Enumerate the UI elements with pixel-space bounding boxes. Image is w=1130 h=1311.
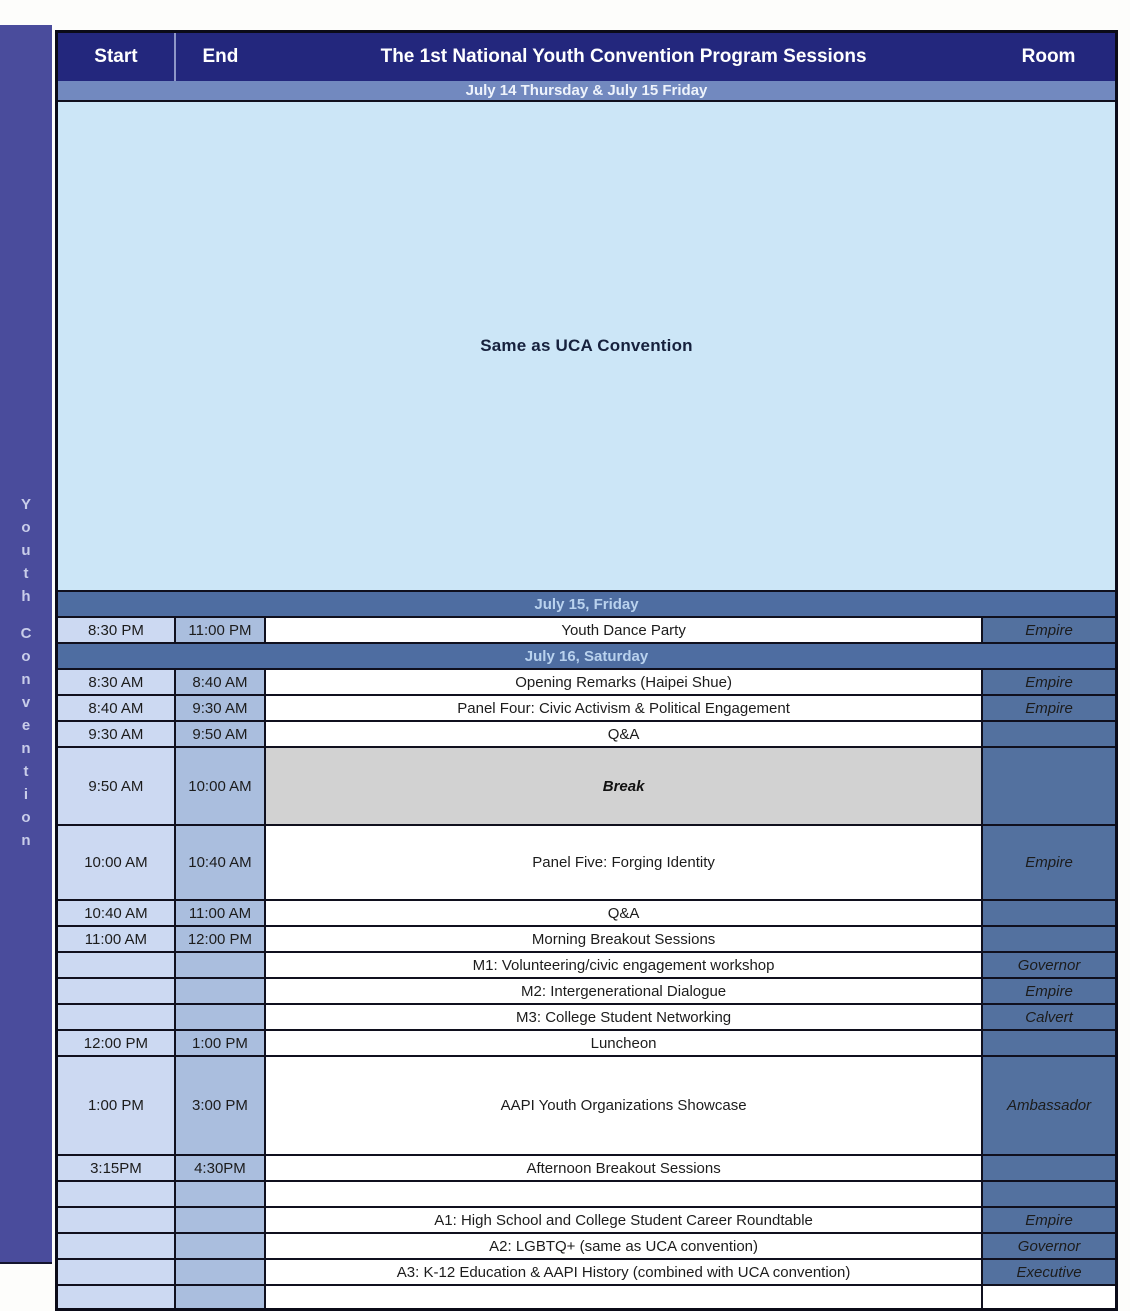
date-band xyxy=(57,643,1117,669)
end-time-cell xyxy=(175,1004,265,1030)
room-cell: Governor xyxy=(982,952,1116,978)
end-time-cell: 12:00 PM xyxy=(175,926,265,952)
room-cell: Empire xyxy=(982,978,1116,1004)
session-title-cell xyxy=(265,1181,982,1207)
vertical-banner-letter: i xyxy=(23,786,29,803)
start-time-cell xyxy=(57,1207,175,1233)
vertical-banner-letter: n xyxy=(21,671,31,688)
date-band-july14 xyxy=(57,81,1117,101)
session-row xyxy=(57,952,1117,978)
vertical-banner-letter: o xyxy=(21,519,31,536)
end-time-cell xyxy=(175,978,265,1004)
vertical-banner-letter: t xyxy=(23,565,29,582)
room-cell: Executive xyxy=(982,1259,1116,1285)
session-row xyxy=(57,747,1117,825)
room-cell: Ambassador xyxy=(982,1056,1116,1155)
session-title-cell: A1: High School and College Student Career Roundtable xyxy=(265,1207,982,1233)
session-row xyxy=(57,1181,1117,1207)
session-title-cell: Panel Five: Forging Identity xyxy=(265,825,982,900)
start-time-cell: 9:30 AM xyxy=(57,721,175,747)
vertical-banner-letter: n xyxy=(21,832,31,849)
start-time-cell: 11:00 AM xyxy=(57,926,175,952)
start-time-cell xyxy=(57,1181,175,1207)
session-title-cell: Break xyxy=(265,747,982,825)
end-time-cell xyxy=(175,1233,265,1259)
start-time-cell: 3:15PM xyxy=(57,1155,175,1181)
session-row xyxy=(57,617,1117,643)
end-time-cell: 10:00 AM xyxy=(175,747,265,825)
vertical-banner-letter: e xyxy=(21,717,31,734)
start-time-cell xyxy=(57,952,175,978)
start-time-cell: 1:00 PM xyxy=(57,1056,175,1155)
start-time-cell: 10:00 AM xyxy=(57,825,175,900)
session-row xyxy=(57,1233,1117,1259)
uca-note: Same as UCA Convention xyxy=(480,336,693,355)
session-row xyxy=(57,1155,1117,1181)
end-time-cell: 3:00 PM xyxy=(175,1056,265,1155)
session-row xyxy=(57,1259,1117,1285)
date-band-label: July 16, Saturday xyxy=(57,643,1117,669)
start-time-cell xyxy=(57,1259,175,1285)
room-cell xyxy=(982,1030,1116,1056)
session-title-cell: AAPI Youth Organizations Showcase xyxy=(265,1056,982,1155)
session-row xyxy=(57,695,1117,721)
session-title-cell: M3: College Student Networking xyxy=(265,1004,982,1030)
room-cell: Empire xyxy=(982,617,1116,643)
end-time-cell: 8:40 AM xyxy=(175,669,265,695)
session-row xyxy=(57,978,1117,1004)
room-cell xyxy=(982,926,1116,952)
vertical-banner-letter: t xyxy=(23,763,29,780)
session-title-cell: Afternoon Breakout Sessions xyxy=(265,1155,982,1181)
session-row xyxy=(57,1030,1117,1056)
start-time-cell: 8:30 PM xyxy=(57,617,175,643)
vertical-banner-letter: o xyxy=(21,809,31,826)
start-time-cell xyxy=(57,1285,175,1310)
session-title-cell: Youth Dance Party xyxy=(265,617,982,643)
vertical-banner-letter: Y xyxy=(20,496,31,513)
room-cell: Governor xyxy=(982,1233,1116,1259)
session-title-cell: M1: Volunteering/civic engagement workshop xyxy=(265,952,982,978)
session-row xyxy=(57,1207,1117,1233)
room-cell xyxy=(982,747,1116,825)
table-header-row xyxy=(57,32,1117,82)
room-cell xyxy=(982,1155,1116,1181)
room-cell xyxy=(982,900,1116,926)
vertical-banner-letter: n xyxy=(21,740,31,757)
end-time-cell: 1:00 PM xyxy=(175,1030,265,1056)
session-title-cell: Morning Breakout Sessions xyxy=(265,926,982,952)
session-title-cell: Q&A xyxy=(265,721,982,747)
session-title-cell xyxy=(265,1285,982,1310)
start-time-cell xyxy=(57,1233,175,1259)
column-header-end: End xyxy=(175,32,265,82)
end-time-cell: 10:40 AM xyxy=(175,825,265,900)
date-band xyxy=(57,591,1117,617)
room-cell: Empire xyxy=(982,669,1116,695)
vertical-banner-letter: h xyxy=(21,588,31,605)
session-row xyxy=(57,1056,1117,1155)
vertical-banner-letter: o xyxy=(21,648,31,665)
end-time-cell: 9:50 AM xyxy=(175,721,265,747)
session-title-cell: Opening Remarks (Haipei Shue) xyxy=(265,669,982,695)
program-table xyxy=(55,30,1118,1311)
session-title-cell: M2: Intergenerational Dialogue xyxy=(265,978,982,1004)
session-title-cell: A3: K-12 Education & AAPI History (combined with UCA convention) xyxy=(265,1259,982,1285)
column-header-start: Start xyxy=(57,32,175,82)
vertical-banner-letter: C xyxy=(20,625,32,642)
column-header-room: Room xyxy=(982,32,1116,82)
room-cell: Empire xyxy=(982,1207,1116,1233)
end-time-cell xyxy=(175,1285,265,1310)
session-title-cell: Luncheon xyxy=(265,1030,982,1056)
session-title-cell: Q&A xyxy=(265,900,982,926)
start-time-cell: 10:40 AM xyxy=(57,900,175,926)
uca-convention-block xyxy=(57,101,1117,591)
end-time-cell: 11:00 PM xyxy=(175,617,265,643)
end-time-cell xyxy=(175,1181,265,1207)
end-time-cell: 9:30 AM xyxy=(175,695,265,721)
vertical-banner-letter: u xyxy=(21,542,31,559)
session-row xyxy=(57,1285,1117,1310)
session-row xyxy=(57,926,1117,952)
start-time-cell: 8:30 AM xyxy=(57,669,175,695)
date-band-label: July 14 Thursday & July 15 Friday xyxy=(57,81,1117,101)
start-time-cell: 8:40 AM xyxy=(57,695,175,721)
session-row xyxy=(57,825,1117,900)
room-cell xyxy=(982,1285,1116,1310)
vertical-banner-label xyxy=(0,493,52,852)
vertical-banner xyxy=(0,25,52,1264)
table-title: The 1st National Youth Convention Program Sessions xyxy=(265,32,982,82)
date-band-label: July 15, Friday xyxy=(57,591,1117,617)
end-time-cell: 11:00 AM xyxy=(175,900,265,926)
session-row xyxy=(57,1004,1117,1030)
room-cell xyxy=(982,721,1116,747)
room-cell: Calvert xyxy=(982,1004,1116,1030)
start-time-cell: 9:50 AM xyxy=(57,747,175,825)
start-time-cell xyxy=(57,1004,175,1030)
end-time-cell: 4:30PM xyxy=(175,1155,265,1181)
end-time-cell xyxy=(175,952,265,978)
start-time-cell: 12:00 PM xyxy=(57,1030,175,1056)
room-cell: Empire xyxy=(982,695,1116,721)
session-title-cell: Panel Four: Civic Activism & Political Engagement xyxy=(265,695,982,721)
session-row xyxy=(57,900,1117,926)
room-cell: Empire xyxy=(982,825,1116,900)
end-time-cell xyxy=(175,1207,265,1233)
end-time-cell xyxy=(175,1259,265,1285)
session-row xyxy=(57,721,1117,747)
session-title-cell: A2: LGBTQ+ (same as UCA convention) xyxy=(265,1233,982,1259)
room-cell xyxy=(982,1181,1116,1207)
start-time-cell xyxy=(57,978,175,1004)
vertical-banner-letter: v xyxy=(21,694,31,711)
session-row xyxy=(57,669,1117,695)
